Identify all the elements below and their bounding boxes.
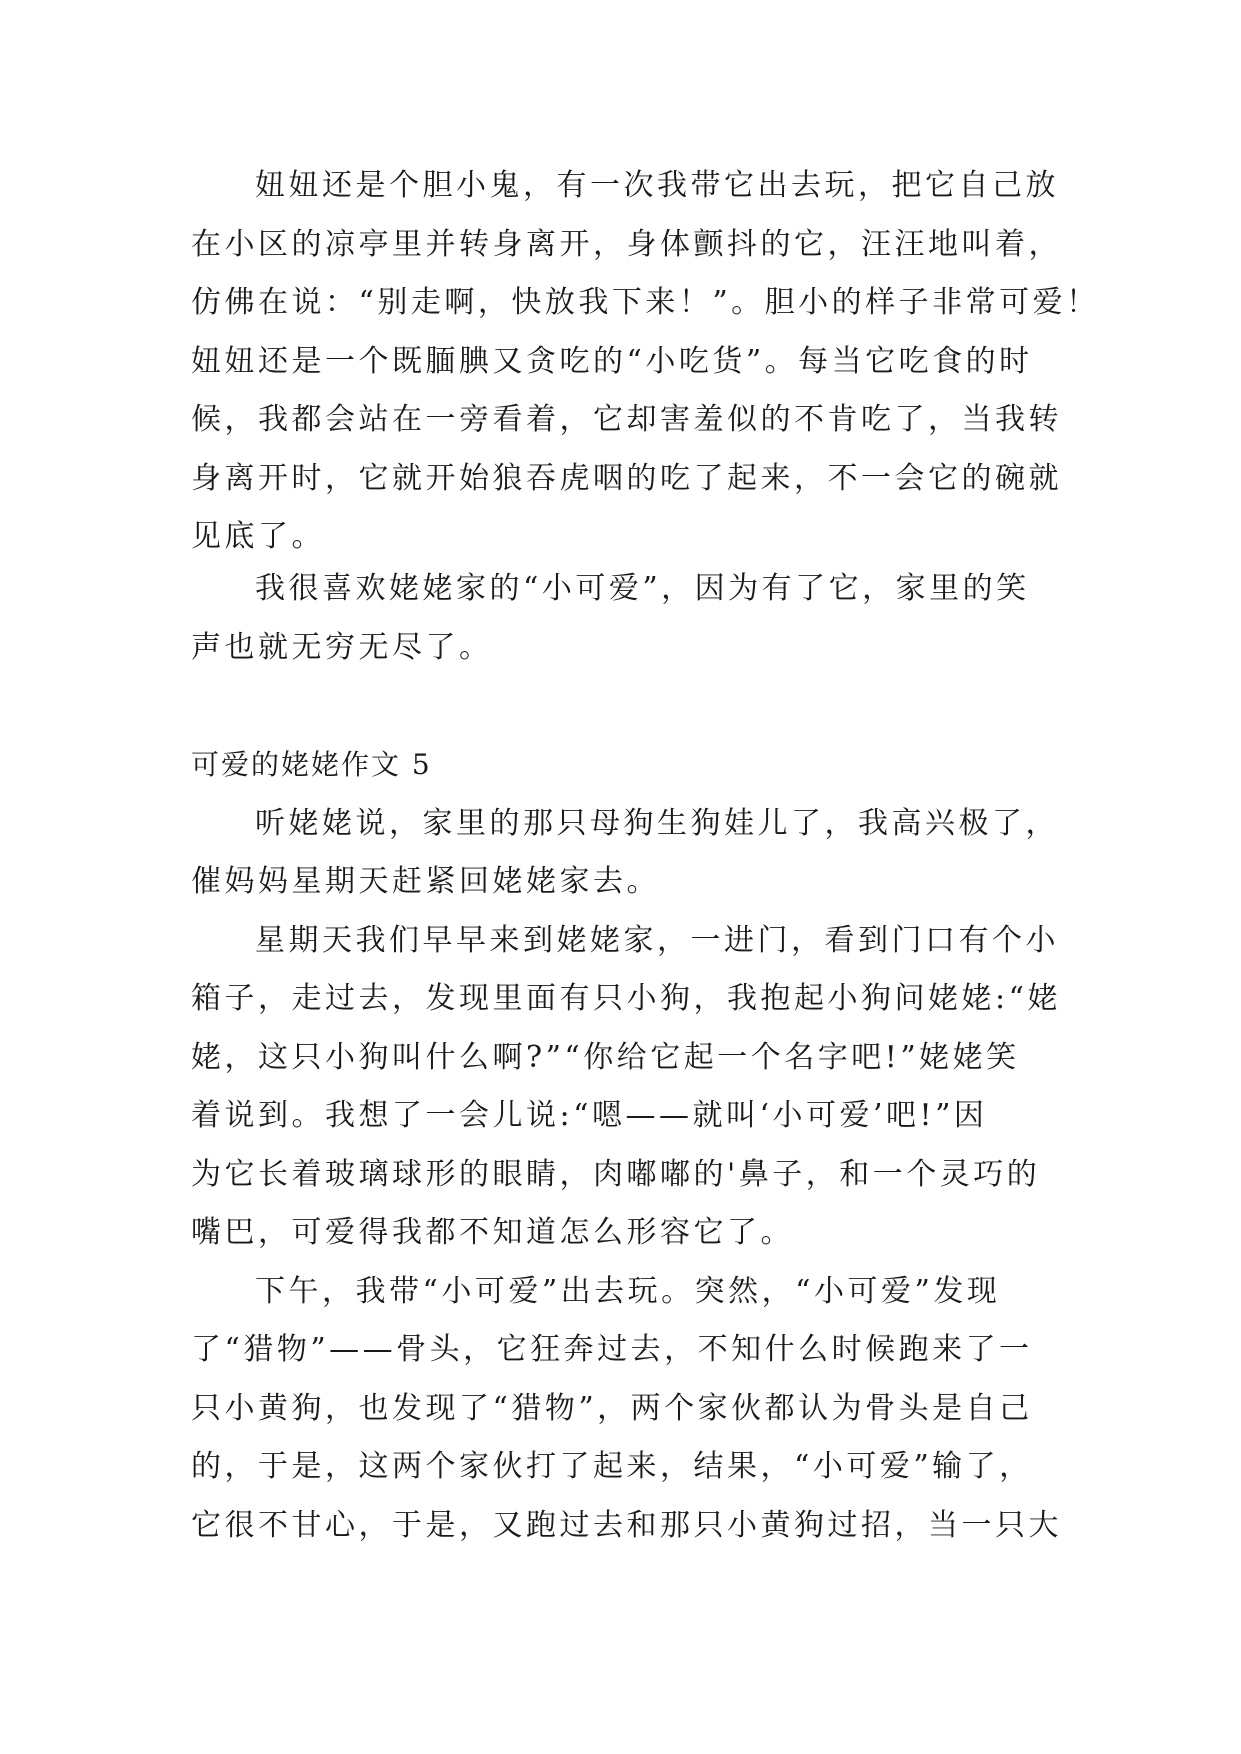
text-line: 听姥姥说，家里的那只母狗生狗娃儿了，我高兴极了， [255,805,1059,841]
text-block-essay-5 [191,736,1062,1555]
text-block-closing [191,560,1051,677]
text-line: 在小区的凉亭里并转身离开，身体颤抖的它，汪汪地叫着， [191,226,1062,262]
text-line: 下午，我带“小可爱”出去玩。突然，“小可爱”发现 [255,1273,1001,1309]
text-line: 妞妞还是个胆小鬼，有一次我带它出去玩，把它自己放 [255,168,1059,203]
text-line: 仿佛在说：“别走啊，快放我下来！”。胆小的样子非常可爱！ [191,285,1100,320]
text-line: 只小黄狗，也发现了“猎物”，两个家伙都认为骨头是自己 [191,1390,1033,1426]
paragraph [191,1263,1062,1556]
text-line: 候，我都会站在一旁看着，它却害羞似的不肯吃了，当我转 [191,402,1062,437]
text-block-upper [191,157,1100,567]
paragraph [191,795,1059,912]
text-line: 我很喜欢姥姥家的“小可爱”，因为有了它，家里的笑 [255,571,1030,606]
text-line: 声也就无穷无尽了。 [191,629,493,665]
text-line: 为它长着玻璃球形的眼睛，肉嘟嘟的'鼻子，和一个灵巧的 [191,1156,1041,1192]
text-line: 催妈妈星期天赶紧回姥姥家去。 [191,864,660,899]
text-line: 见底了。 [191,519,325,554]
text-line: 嘴巴，可爱得我都不知道怎么形容它了。 [191,1215,794,1250]
text-line: 了“猎物”——骨头，它狂奔过去，不知什么时候跑来了一 [191,1332,1033,1367]
text-line: 姥，这只小狗叫什么啊?”“你给它起一个名字吧!”姥姥笑 [191,1039,1020,1075]
text-line: 星期天我们早早来到姥姥家，一进门，看到门口有个小 [255,922,1059,958]
text-line: 箱子，走过去，发现里面有只小狗，我抱起小狗问姥姥:“姥 [191,981,1061,1016]
paragraph [191,157,1100,567]
paragraph [191,560,1051,677]
text-line: 它很不甘心，于是，又跑过去和那只小黄狗过招，当一只大 [191,1507,1062,1543]
text-line: 妞妞还是一个既腼腆又贪吃的“小吃货”。每当它吃食的时 [191,343,1033,379]
text-line: 身离开时，它就开始狼吞虎咽的吃了起来，不一会它的碗就 [191,460,1062,496]
text-line: 着说到。我想了一会儿说:“嗯——就叫‘小可爱’吧!”因 [191,1098,988,1133]
section-heading: 可爱的姥姥作文 5 [191,748,432,781]
paragraph [191,912,1061,1263]
text-line: 的，于是，这两个家伙打了起来，结果，“小可爱”输了， [191,1449,1033,1484]
